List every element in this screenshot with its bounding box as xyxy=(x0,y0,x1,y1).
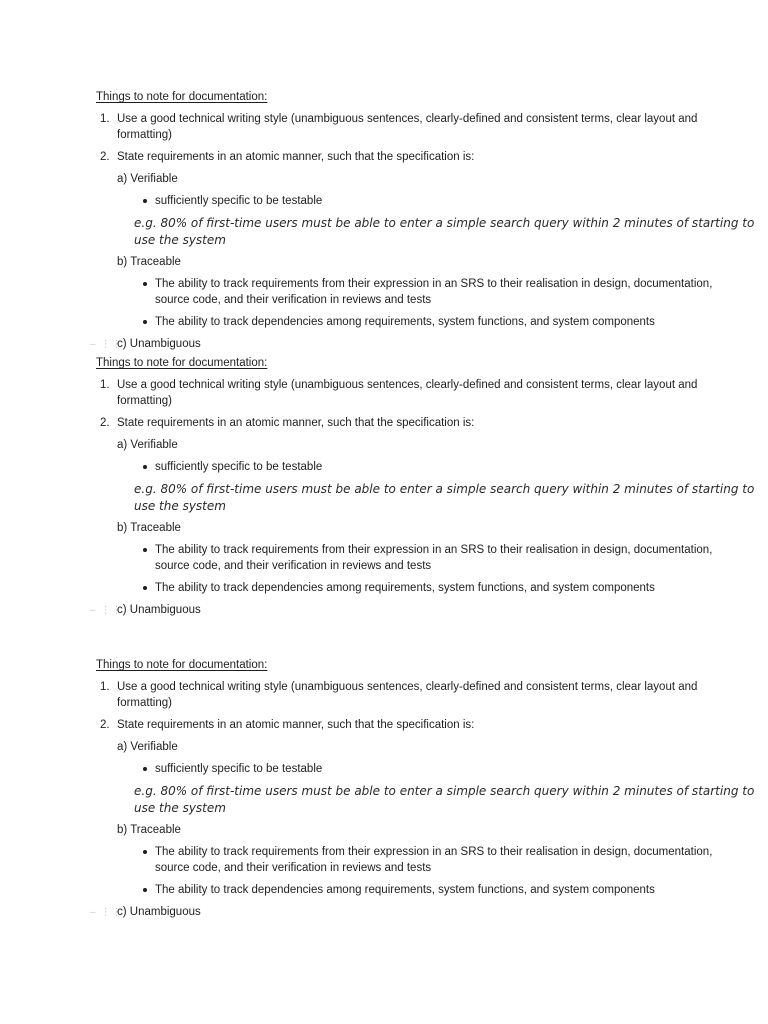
verifiable-example-line-1: e.g. 80% of first-time users must be able to enter a simple search query within 2 minutes of starting to xyxy=(134,216,755,230)
bullet-dot xyxy=(143,888,147,892)
traceable-label: b) Traceable xyxy=(117,824,181,836)
verifiable-bullet: sufficiently specific to be testable xyxy=(155,195,323,207)
traceable-bullet-1-line-1: The ability to track requirements from their expression in an SRS to their realisation in design, documentation, xyxy=(155,846,713,858)
item-2-text: State requirements in an atomic manner, such that the specification is: xyxy=(117,719,475,731)
verifiable-label: a) Verifiable xyxy=(117,439,178,451)
drag-handle-icon[interactable]: – ⋮⋮ xyxy=(90,339,123,350)
list-number-2: 2. xyxy=(100,719,110,731)
notes-block-3 xyxy=(0,658,768,928)
notes-heading: Things to note for documentation: xyxy=(96,357,268,369)
traceable-bullet-1-line-2: source code, and their verification in reviews and tests xyxy=(155,294,432,306)
bullet-dot xyxy=(143,320,147,324)
drag-handle-icon[interactable]: – ⋮⋮ xyxy=(90,907,123,918)
bullet-dot xyxy=(143,282,147,286)
drag-handle-icon[interactable]: – ⋮⋮ xyxy=(90,605,123,616)
item-1-line-1: Use a good technical writing style (unambiguous sentences, clearly-defined and consistent terms, clear layout and xyxy=(117,113,698,125)
verifiable-example-line-2: use the system xyxy=(134,233,226,247)
item-1-line-1: Use a good technical writing style (unambiguous sentences, clearly-defined and consistent terms, clear layout and xyxy=(117,681,698,693)
bullet-dot xyxy=(143,850,147,854)
traceable-bullet-2: The ability to track dependencies among requirements, system functions, and system components xyxy=(155,884,655,896)
item-1-line-1: Use a good technical writing style (unambiguous sentences, clearly-defined and consistent terms, clear layout and xyxy=(117,379,698,391)
unambiguous-label: c) Unambiguous xyxy=(117,338,201,350)
notes-heading: Things to note for documentation: xyxy=(96,91,268,103)
list-number-1: 1. xyxy=(100,113,110,125)
traceable-bullet-1-line-1: The ability to track requirements from their expression in an SRS to their realisation in design, documentation, xyxy=(155,278,713,290)
item-1-line-2: formatting) xyxy=(117,697,172,709)
verifiable-bullet: sufficiently specific to be testable xyxy=(155,763,323,775)
bullet-dot xyxy=(143,586,147,590)
bullet-dot xyxy=(143,199,147,203)
bullet-dot xyxy=(143,548,147,552)
traceable-bullet-1-line-1: The ability to track requirements from their expression in an SRS to their realisation in design, documentation, xyxy=(155,544,713,556)
verifiable-example-line-1: e.g. 80% of first-time users must be able to enter a simple search query within 2 minutes of starting to xyxy=(134,482,755,496)
bullet-dot xyxy=(143,767,147,771)
traceable-bullet-2: The ability to track dependencies among requirements, system functions, and system components xyxy=(155,316,655,328)
verifiable-example-line-2: use the system xyxy=(134,499,226,513)
verifiable-example-line-1: e.g. 80% of first-time users must be able to enter a simple search query within 2 minutes of starting to xyxy=(134,784,755,798)
traceable-bullet-1-line-2: source code, and their verification in reviews and tests xyxy=(155,560,432,572)
unambiguous-label: c) Unambiguous xyxy=(117,906,201,918)
list-number-1: 1. xyxy=(100,681,110,693)
item-1-line-2: formatting) xyxy=(117,395,172,407)
traceable-label: b) Traceable xyxy=(117,256,181,268)
list-number-1: 1. xyxy=(100,379,110,391)
item-2-text: State requirements in an atomic manner, such that the specification is: xyxy=(117,417,475,429)
verifiable-label: a) Verifiable xyxy=(117,741,178,753)
traceable-label: b) Traceable xyxy=(117,522,181,534)
list-number-2: 2. xyxy=(100,151,110,163)
notes-block-2 xyxy=(0,356,768,626)
traceable-bullet-1-line-2: source code, and their verification in reviews and tests xyxy=(155,862,432,874)
list-number-2: 2. xyxy=(100,417,110,429)
notes-block-1 xyxy=(0,90,768,360)
item-2-text: State requirements in an atomic manner, such that the specification is: xyxy=(117,151,475,163)
verifiable-label: a) Verifiable xyxy=(117,173,178,185)
notes-heading: Things to note for documentation: xyxy=(96,659,268,671)
traceable-bullet-2: The ability to track dependencies among requirements, system functions, and system components xyxy=(155,582,655,594)
bullet-dot xyxy=(143,465,147,469)
item-1-line-2: formatting) xyxy=(117,129,172,141)
verifiable-bullet: sufficiently specific to be testable xyxy=(155,461,323,473)
verifiable-example-line-2: use the system xyxy=(134,801,226,815)
unambiguous-label: c) Unambiguous xyxy=(117,604,201,616)
